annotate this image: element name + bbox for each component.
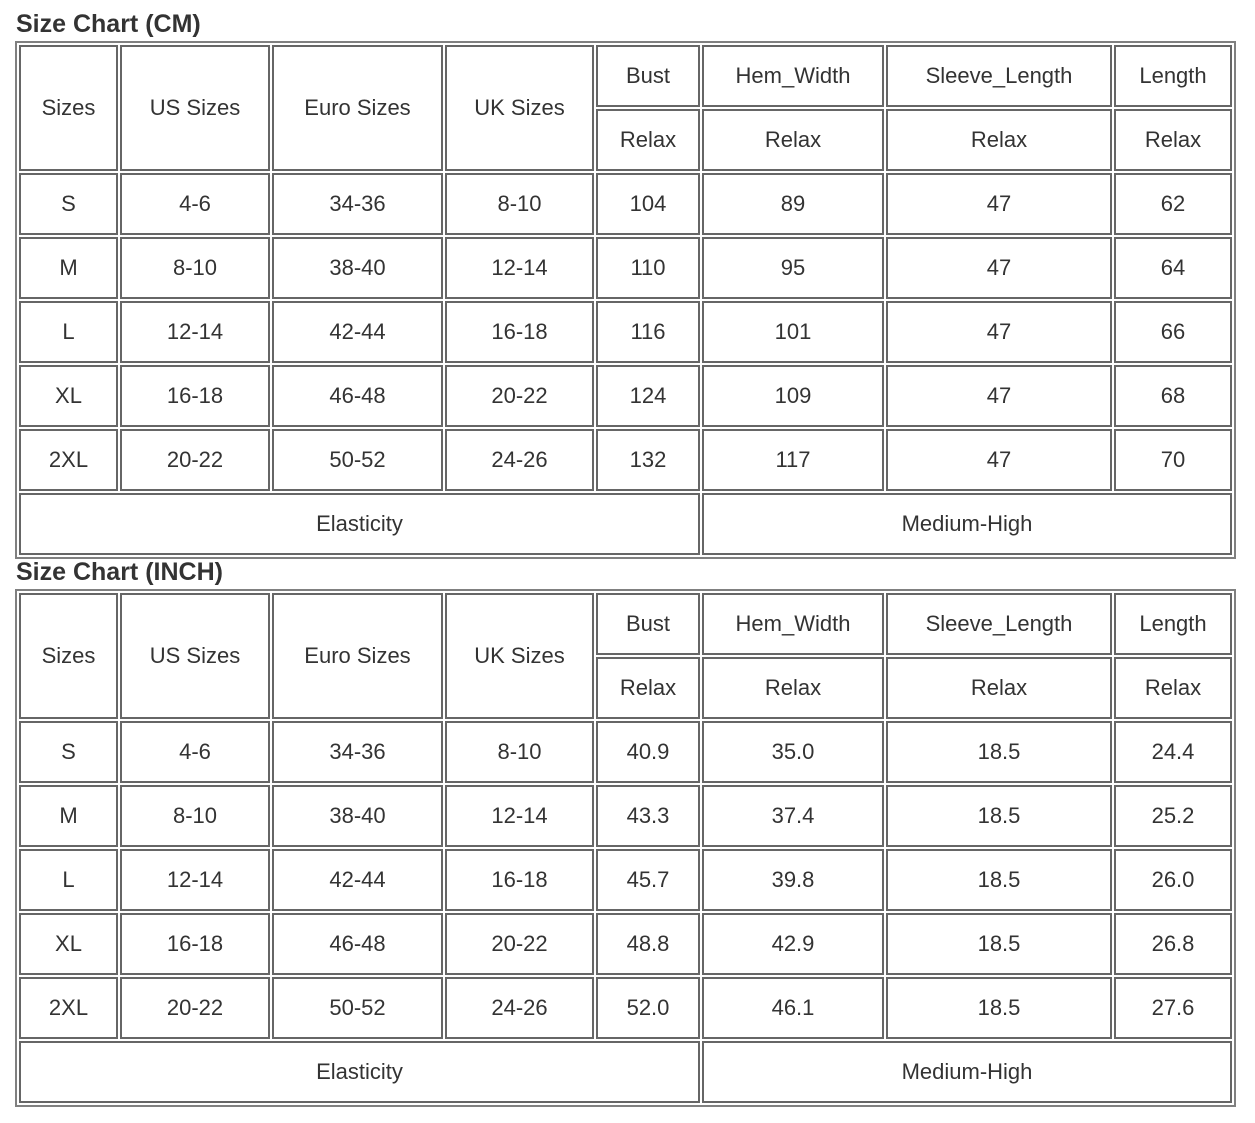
cell-euro: 42-44 xyxy=(272,849,443,911)
cell-hem-width: 109 xyxy=(702,365,884,427)
cell-size: S xyxy=(19,721,118,783)
cell-us: 4-6 xyxy=(120,173,270,235)
cell-uk: 12-14 xyxy=(445,237,594,299)
cell-length: 24.4 xyxy=(1114,721,1232,783)
cell-uk: 24-26 xyxy=(445,429,594,491)
table-row-2xl xyxy=(19,429,1232,491)
cell-euro: 38-40 xyxy=(272,237,443,299)
table-row-2xl xyxy=(19,977,1232,1039)
cell-euro: 50-52 xyxy=(272,429,443,491)
cell-sleeve-length: 47 xyxy=(886,173,1112,235)
cell-bust: 124 xyxy=(596,365,700,427)
header-length: Length xyxy=(1114,45,1232,107)
fit-length: Relax xyxy=(1114,109,1232,171)
header-us-sizes: US Sizes xyxy=(120,45,270,171)
cell-bust: 48.8 xyxy=(596,913,700,975)
cell-hem-width: 35.0 xyxy=(702,721,884,783)
cell-hem-width: 95 xyxy=(702,237,884,299)
table-row-l xyxy=(19,301,1232,363)
cell-us: 20-22 xyxy=(120,977,270,1039)
cell-sleeve-length: 18.5 xyxy=(886,785,1112,847)
header-bust: Bust xyxy=(596,593,700,655)
cell-sleeve-length: 18.5 xyxy=(886,977,1112,1039)
cell-hem-width: 117 xyxy=(702,429,884,491)
size-table-cm xyxy=(15,41,1236,559)
table-row-s xyxy=(19,721,1232,783)
cell-us: 16-18 xyxy=(120,365,270,427)
size-table-inch xyxy=(15,589,1236,1107)
cell-euro: 46-48 xyxy=(272,365,443,427)
fit-sleeve-length: Relax xyxy=(886,109,1112,171)
fit-hem-width: Relax xyxy=(702,657,884,719)
cell-size: S xyxy=(19,173,118,235)
cell-uk: 16-18 xyxy=(445,849,594,911)
cell-us: 8-10 xyxy=(120,785,270,847)
chart-title-inch: Size Chart (INCH) xyxy=(16,558,223,586)
cell-sleeve-length: 47 xyxy=(886,301,1112,363)
fit-bust: Relax xyxy=(596,109,700,171)
table-row-xl xyxy=(19,365,1232,427)
header-row-measures xyxy=(19,45,1232,107)
cell-uk: 8-10 xyxy=(445,721,594,783)
cell-hem-width: 46.1 xyxy=(702,977,884,1039)
cell-length: 62 xyxy=(1114,173,1232,235)
size-chart-inch xyxy=(15,554,1236,1107)
cell-hem-width: 89 xyxy=(702,173,884,235)
cell-bust: 43.3 xyxy=(596,785,700,847)
cell-euro: 46-48 xyxy=(272,913,443,975)
cell-size: M xyxy=(19,237,118,299)
cell-us: 12-14 xyxy=(120,849,270,911)
cell-us: 16-18 xyxy=(120,913,270,975)
cell-bust: 104 xyxy=(596,173,700,235)
cell-euro: 38-40 xyxy=(272,785,443,847)
cell-uk: 8-10 xyxy=(445,173,594,235)
cell-sleeve-length: 18.5 xyxy=(886,913,1112,975)
cell-sleeve-length: 47 xyxy=(886,237,1112,299)
table-row-s xyxy=(19,173,1232,235)
cell-size: M xyxy=(19,785,118,847)
elasticity-value: Medium-High xyxy=(702,1041,1232,1103)
header-sizes: Sizes xyxy=(19,45,118,171)
cell-bust: 45.7 xyxy=(596,849,700,911)
cell-us: 12-14 xyxy=(120,301,270,363)
header-sizes: Sizes xyxy=(19,593,118,719)
cell-length: 64 xyxy=(1114,237,1232,299)
elasticity-label: Elasticity xyxy=(19,1041,700,1103)
table-row-l xyxy=(19,849,1232,911)
size-chart-cm xyxy=(15,6,1236,559)
cell-length: 68 xyxy=(1114,365,1232,427)
fit-sleeve-length: Relax xyxy=(886,657,1112,719)
cell-size: XL xyxy=(19,913,118,975)
cell-bust: 132 xyxy=(596,429,700,491)
cell-hem-width: 37.4 xyxy=(702,785,884,847)
cell-us: 8-10 xyxy=(120,237,270,299)
cell-size: 2XL xyxy=(19,977,118,1039)
fit-length: Relax xyxy=(1114,657,1232,719)
cell-uk: 20-22 xyxy=(445,913,594,975)
cell-euro: 34-36 xyxy=(272,721,443,783)
cell-sleeve-length: 18.5 xyxy=(886,849,1112,911)
cell-bust: 116 xyxy=(596,301,700,363)
cell-length: 26.0 xyxy=(1114,849,1232,911)
cell-uk: 20-22 xyxy=(445,365,594,427)
cell-size: 2XL xyxy=(19,429,118,491)
header-euro-sizes: Euro Sizes xyxy=(272,45,443,171)
cell-bust: 40.9 xyxy=(596,721,700,783)
header-hem-width: Hem_Width xyxy=(702,45,884,107)
cell-length: 26.8 xyxy=(1114,913,1232,975)
cell-us: 20-22 xyxy=(120,429,270,491)
header-uk-sizes: UK Sizes xyxy=(445,45,594,171)
cell-length: 66 xyxy=(1114,301,1232,363)
cell-uk: 12-14 xyxy=(445,785,594,847)
header-sleeve-length: Sleeve_Length xyxy=(886,593,1112,655)
table-row-xl xyxy=(19,913,1232,975)
table-row-m xyxy=(19,785,1232,847)
footer-row-elasticity xyxy=(19,1041,1232,1103)
cell-bust: 110 xyxy=(596,237,700,299)
cell-us: 4-6 xyxy=(120,721,270,783)
cell-uk: 24-26 xyxy=(445,977,594,1039)
chart-title-cm: Size Chart (CM) xyxy=(16,10,201,38)
cell-size: L xyxy=(19,301,118,363)
cell-size: L xyxy=(19,849,118,911)
cell-hem-width: 42.9 xyxy=(702,913,884,975)
header-euro-sizes: Euro Sizes xyxy=(272,593,443,719)
cell-length: 27.6 xyxy=(1114,977,1232,1039)
header-row-measures xyxy=(19,593,1232,655)
cell-euro: 50-52 xyxy=(272,977,443,1039)
header-sleeve-length: Sleeve_Length xyxy=(886,45,1112,107)
header-uk-sizes: UK Sizes xyxy=(445,593,594,719)
cell-sleeve-length: 47 xyxy=(886,429,1112,491)
elasticity-value: Medium-High xyxy=(702,493,1232,555)
cell-length: 25.2 xyxy=(1114,785,1232,847)
cell-hem-width: 101 xyxy=(702,301,884,363)
table-row-m xyxy=(19,237,1232,299)
cell-euro: 42-44 xyxy=(272,301,443,363)
header-us-sizes: US Sizes xyxy=(120,593,270,719)
cell-hem-width: 39.8 xyxy=(702,849,884,911)
header-hem-width: Hem_Width xyxy=(702,593,884,655)
cell-uk: 16-18 xyxy=(445,301,594,363)
header-length: Length xyxy=(1114,593,1232,655)
fit-hem-width: Relax xyxy=(702,109,884,171)
cell-sleeve-length: 47 xyxy=(886,365,1112,427)
cell-sleeve-length: 18.5 xyxy=(886,721,1112,783)
fit-bust: Relax xyxy=(596,657,700,719)
footer-row-elasticity xyxy=(19,493,1232,555)
cell-bust: 52.0 xyxy=(596,977,700,1039)
header-bust: Bust xyxy=(596,45,700,107)
cell-size: XL xyxy=(19,365,118,427)
cell-euro: 34-36 xyxy=(272,173,443,235)
elasticity-label: Elasticity xyxy=(19,493,700,555)
cell-length: 70 xyxy=(1114,429,1232,491)
